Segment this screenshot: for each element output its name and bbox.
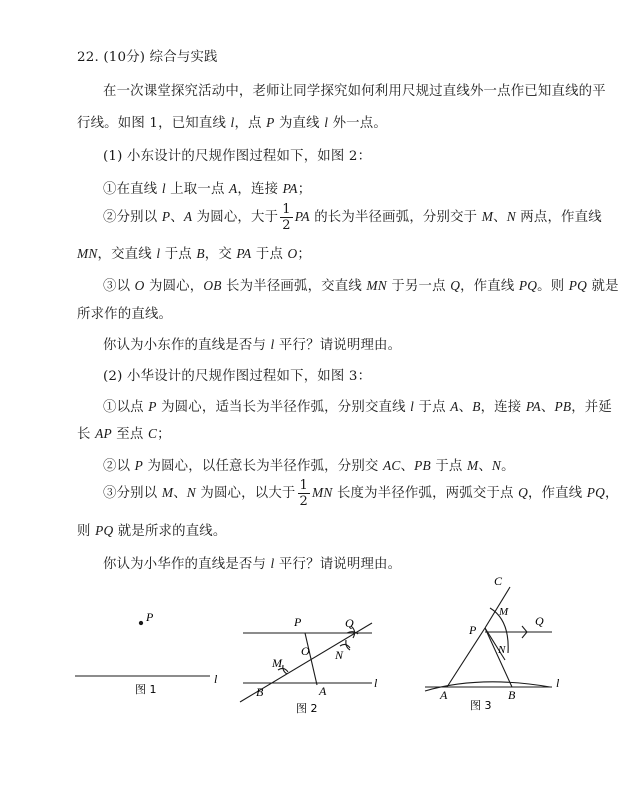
figure-1-caption: 图 1 — [135, 683, 157, 696]
intro-line-1: 在一次课堂探究活动中，老师让同学探究如何利用尺规过直线外一点作已知直线的平 — [103, 84, 606, 99]
part1-title: (1) 小东设计的尺规作图过程如下，如图 2： — [103, 149, 372, 164]
question-2: 你认为小华作的直线是否与 l 平行？请说明理由。 — [103, 556, 402, 572]
label-l: l — [556, 676, 560, 690]
label-n: N — [498, 644, 506, 656]
part2-step3-cont: 则 PQ 就是所求的直线。 — [77, 523, 227, 539]
part2-step1-cont: 长 AP 至点 C； — [77, 426, 171, 442]
part1-step3: ③以 O 为圆心，OB 长为半径画弧，交直线 MN 于另一点 Q，作直线 PQ。则 PQ 就是 — [103, 278, 619, 294]
label-b: B — [508, 688, 516, 702]
part1-step2: ②分别以 P、A 为圆心，大于 $\frac{1}{2}$ PA 的长为半径画弧，分别交于 M、N 两点，作直线 — [103, 202, 602, 233]
label-a: A — [319, 684, 327, 698]
problem-title: 22. (10分) 综合与实践 — [77, 50, 218, 65]
fraction-half-2: $\frac{1}{2}$ — [299, 478, 308, 509]
part2-step3: ③分别以 M、N 为圆心，以大于 $\frac{1}{2}$ MN 长度为半径作弧，两弧交于点 Q，作直线 PQ， — [103, 478, 619, 509]
label-m: M — [272, 656, 282, 670]
label-l: l — [214, 672, 218, 686]
label-p: P — [294, 615, 302, 629]
part1-step1: ①在直线 l 上取一点 A，连接 PA； — [103, 181, 312, 197]
point-p — [139, 621, 142, 624]
figure-1 — [75, 621, 210, 676]
label-p: P — [469, 623, 477, 637]
figures — [0, 575, 633, 785]
part2-step2: ②以 P 为圆心，以任意长为半径作弧，分别交 AC、PB 于点 M、N。 — [103, 458, 515, 474]
label-c: C — [494, 575, 503, 588]
part2-step1: ①以点 P 为圆心，适当长为半径作弧，分别交直线 l 于点 A、B，连接 PA、PB，并延 — [103, 399, 612, 415]
part1-step3-cont: 所求作的直线。 — [77, 307, 173, 322]
label-l: l — [374, 676, 378, 690]
label-m: M — [499, 606, 509, 618]
label-q: Q — [535, 614, 544, 628]
fraction-half: $\frac{1}{2}$ — [282, 202, 291, 233]
figure-2-caption: 图 2 — [296, 702, 318, 715]
label-p: P — [146, 610, 154, 624]
intro-line-2: 行线。如图 1，已知直线 l，点 P 为直线 l 外一点。 — [77, 115, 387, 131]
figure-3 — [425, 587, 552, 691]
label-b: B — [256, 685, 264, 699]
question-1: 你认为小东作的直线是否与 l 平行？请说明理由。 — [103, 337, 402, 353]
label-o: O — [301, 644, 310, 658]
segment-pa — [447, 628, 485, 687]
part2-title: (2) 小华设计的尺规作图过程如下，如图 3： — [103, 369, 372, 384]
label-a: A — [440, 688, 448, 702]
part1-step2-cont: MN，交直线 l 于点 B，交 PA 于点 O； — [77, 246, 312, 262]
label-n: N — [335, 648, 344, 662]
label-q: Q — [345, 616, 354, 630]
figure-3-caption: 图 3 — [470, 699, 492, 712]
